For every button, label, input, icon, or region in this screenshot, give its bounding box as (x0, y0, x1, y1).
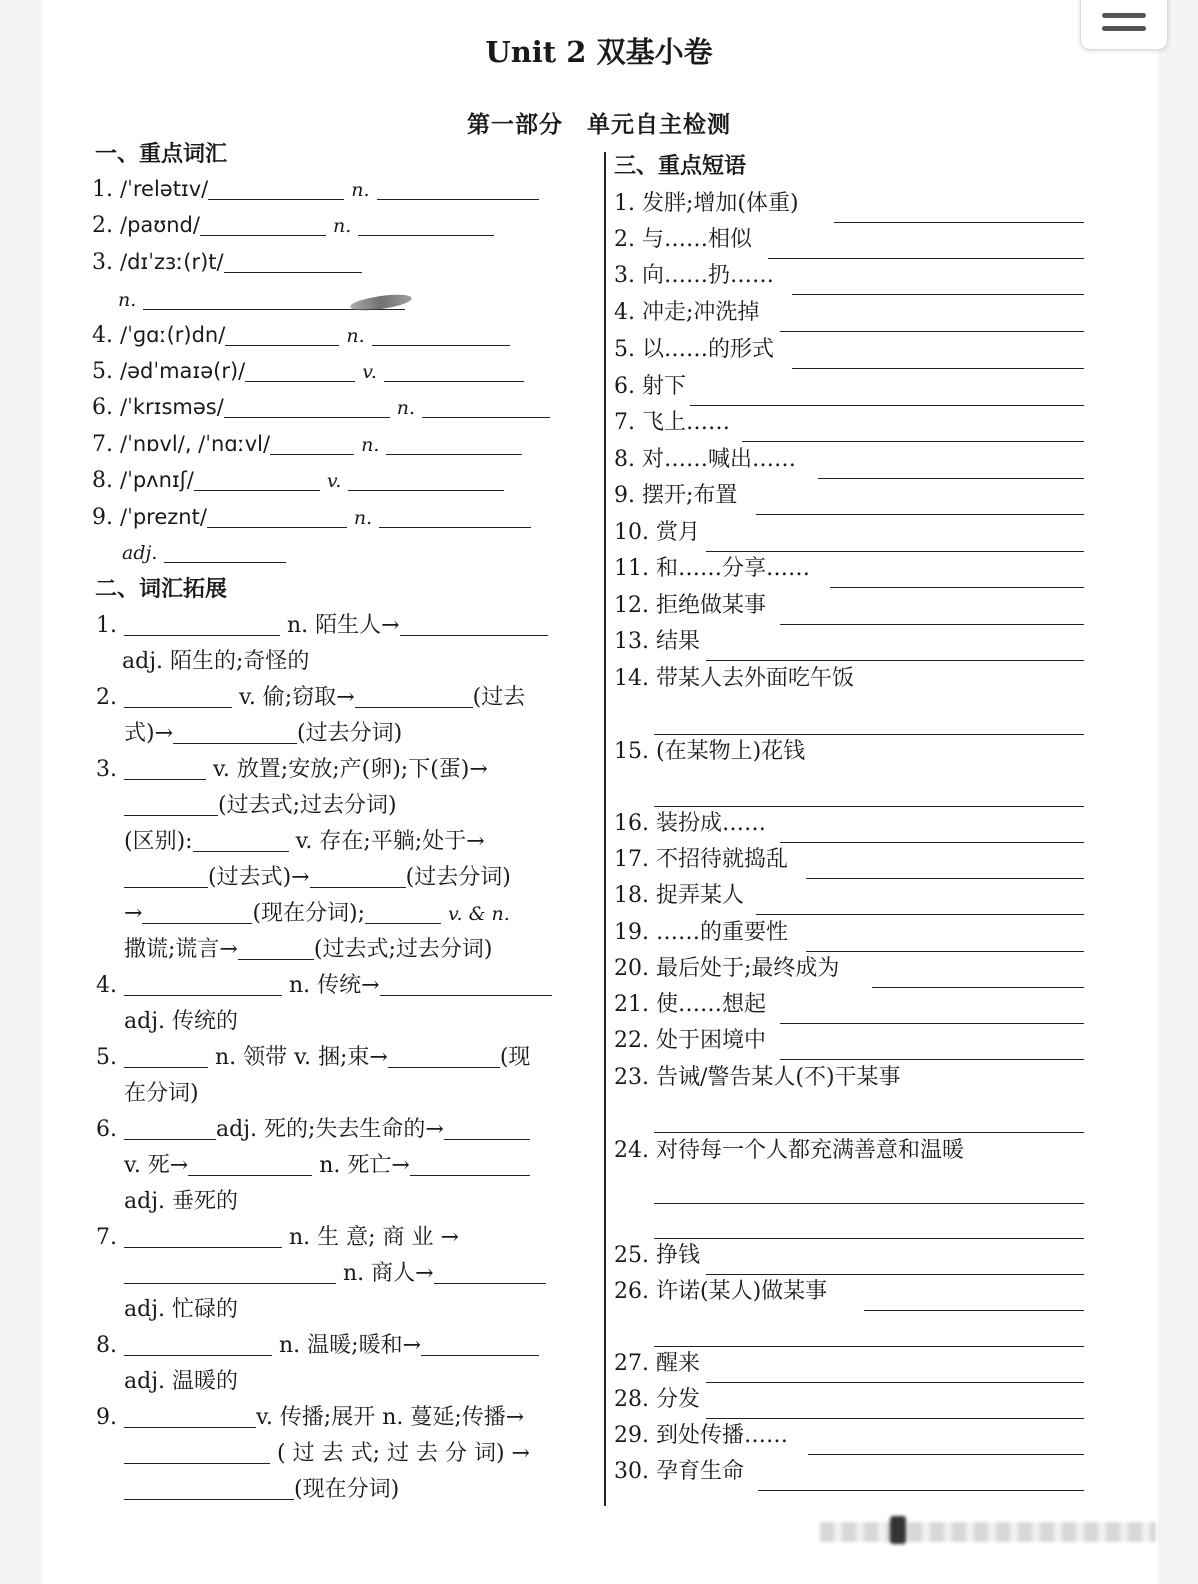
expand-item-line: → (现在分词); v. & n. (124, 901, 510, 926)
phrase-item: 11. 和……分享…… (614, 556, 810, 581)
expand-item-line: (过去式;过去分词) (124, 792, 397, 820)
answer-line (780, 1023, 1084, 1024)
answer-line (864, 1310, 1084, 1311)
expand-item: 5. n. 领带 v. 捆;束→ (现 (96, 1045, 531, 1070)
expand-item-line: adj. 传统的 (124, 1009, 239, 1034)
answer-line (806, 878, 1084, 879)
expand-item-line: ( 过 去 式; 过 去 分 词) → (124, 1440, 530, 1468)
expand-item-line: adj. 垂死的 (124, 1189, 239, 1214)
expand-item-line: 撒谎;谎言→ (过去式;过去分词) (124, 937, 493, 962)
answer-line (706, 660, 1084, 661)
expand-item-line: (过去式)→ (过去分词) (124, 864, 511, 892)
answer-line (834, 222, 1084, 223)
answer-line (706, 551, 1084, 552)
answer-line (780, 624, 1084, 625)
phrase-item: 29. 到处传播…… (614, 1423, 788, 1448)
answer-line (654, 806, 1084, 807)
phrase-item: 19. ……的重要性 (614, 920, 788, 945)
expand-item: 3. v. 放置;安放;产(卵);下(蛋)→ (96, 757, 488, 782)
answer-line (654, 1203, 1084, 1204)
expand-item-line: adj. 温暖的 (124, 1369, 239, 1394)
phrase-item: 26. 许诺(某人)做某事 (614, 1279, 828, 1304)
answer-line (806, 951, 1084, 952)
answer-line (830, 587, 1084, 588)
phrase-item: 21. 使……想起 (614, 992, 766, 1017)
vocab-item: 6. /ˈkrɪsməs/ n. (92, 393, 550, 422)
phrase-item: 15. (在某物上)花钱 (614, 739, 806, 764)
phrase-item: 8. 对……喊出…… (614, 447, 796, 472)
scan-artifact (820, 1522, 1156, 1542)
section-heading: 二、词汇拓展 (95, 576, 228, 602)
phrase-item: 13. 结果 (614, 629, 700, 654)
expand-item-line: (现在分词) (124, 1476, 399, 1504)
vocab-item: 3. /dɪˈzɜː(r)t/ (92, 248, 362, 277)
answer-line (756, 914, 1084, 915)
scan-artifact-mark (890, 1516, 906, 1544)
phrase-item: 2. 与……相似 (614, 227, 752, 252)
answer-line (818, 478, 1084, 479)
menu-icon (1102, 13, 1146, 18)
vocab-item: 2. /paʊnd/ n. (92, 211, 494, 240)
vocab-item: 5. /ədˈmaɪə(r)/ v. (92, 357, 524, 386)
phrase-item: 16. 装扮成…… (614, 811, 766, 836)
phrase-item: 10. 赏月 (614, 520, 700, 545)
vocab-item-continued: n. (118, 286, 405, 314)
answer-line (792, 368, 1084, 369)
expand-item: 9. v. 传播;展开 n. 蔓延;传播→ (96, 1405, 525, 1430)
phrase-item: 24. 对待每一个人都充满善意和温暖 (614, 1138, 964, 1163)
phrase-item: 27. 醒来 (614, 1351, 700, 1376)
expand-item: 2. v. 偷;窃取→ (过去 (96, 685, 526, 710)
section-heading: 三、重点短语 (614, 153, 747, 179)
answer-line (706, 1274, 1084, 1275)
phrase-item: 17. 不招待就捣乱 (614, 847, 788, 872)
phrase-item: 5. 以……的形式 (614, 337, 774, 362)
answer-line (654, 1346, 1084, 1347)
phrase-item: 28. 分发 (614, 1387, 700, 1412)
answer-line (706, 1418, 1084, 1419)
expand-item-line: adj. 忙碌的 (124, 1297, 239, 1322)
answer-line (780, 842, 1084, 843)
expand-item: 1. n. 陌生人→ (96, 612, 548, 640)
section-heading: 一、重点词汇 (95, 141, 228, 167)
expand-item-line: adj. 陌生的;奇怪的 (122, 649, 310, 674)
answer-line (872, 987, 1084, 988)
expand-item-line: v. 死→ n. 死亡→ (124, 1152, 530, 1180)
phrase-item: 3. 向……扔…… (614, 263, 774, 288)
answer-line (792, 294, 1084, 295)
phrase-item: 25. 挣钱 (614, 1243, 700, 1268)
vocab-item: 7. /ˈnɒvl/, /ˈnɑːvl/ n. (92, 430, 522, 459)
phrase-item: 7. 飞上…… (614, 410, 730, 435)
answer-line (706, 1382, 1084, 1383)
phrase-item: 18. 捉弄某人 (614, 883, 744, 908)
phrase-item: 22. 处于困境中 (614, 1028, 766, 1053)
answer-line (654, 734, 1084, 735)
answer-line (654, 1132, 1084, 1133)
phrase-item: 4. 冲走;冲洗掉 (614, 300, 760, 325)
phrase-item: 20. 最后处于;最终成为 (614, 956, 840, 981)
vocab-item: 4. /ˈɡɑː(r)dn/ n. (92, 321, 510, 350)
expand-item-line: 式)→ (过去分词) (124, 721, 403, 746)
vocab-item-continued: adj. (122, 539, 286, 567)
expand-item-line: (区别): v. 存在;平躺;处于→ (124, 829, 485, 854)
expand-item: 4. n. 传统→ (96, 972, 552, 1000)
vocab-item: 1. /ˈrelətɪv/ n. (92, 175, 539, 204)
phrase-item: 12. 拒绝做某事 (614, 593, 766, 618)
answer-line (808, 1454, 1084, 1455)
phrase-item: 23. 告诫/警告某人(不)干某事 (614, 1065, 901, 1090)
answer-line (780, 331, 1084, 332)
expand-item: 8. n. 温暖;暖和→ (96, 1332, 539, 1360)
page-title: Unit 2 双基小卷 (485, 35, 713, 69)
answer-line (768, 258, 1084, 259)
phrase-item: 9. 摆开;布置 (614, 483, 738, 508)
answer-line (690, 405, 1084, 406)
answer-line (780, 1059, 1084, 1060)
column-divider (604, 152, 606, 1506)
phrase-item: 6. 射下 (614, 374, 686, 399)
phrase-item: 14. 带某人去外面吃午饭 (614, 666, 854, 691)
part-heading: 第一部分 单元自主检测 (467, 111, 731, 138)
vocab-item: 9. /ˈpreznt/ n. (92, 503, 531, 532)
vocab-item: 8. /ˈpʌnɪʃ/ v. (92, 466, 504, 495)
answer-line (756, 514, 1084, 515)
answer-line (654, 1238, 1084, 1239)
expand-item-line: 在分词) (124, 1081, 199, 1106)
expand-item-line: n. 商人→ (124, 1260, 546, 1288)
answer-line (758, 1490, 1084, 1491)
phrase-item: 30. 孕育生命 (614, 1459, 744, 1484)
answer-line (742, 441, 1084, 442)
expand-item: 6. adj. 死的;失去生命的→ (96, 1116, 530, 1144)
phrase-item: 1. 发胖;增加(体重) (614, 191, 799, 216)
expand-item: 7. n. 生 意; 商 业 → (96, 1225, 459, 1250)
